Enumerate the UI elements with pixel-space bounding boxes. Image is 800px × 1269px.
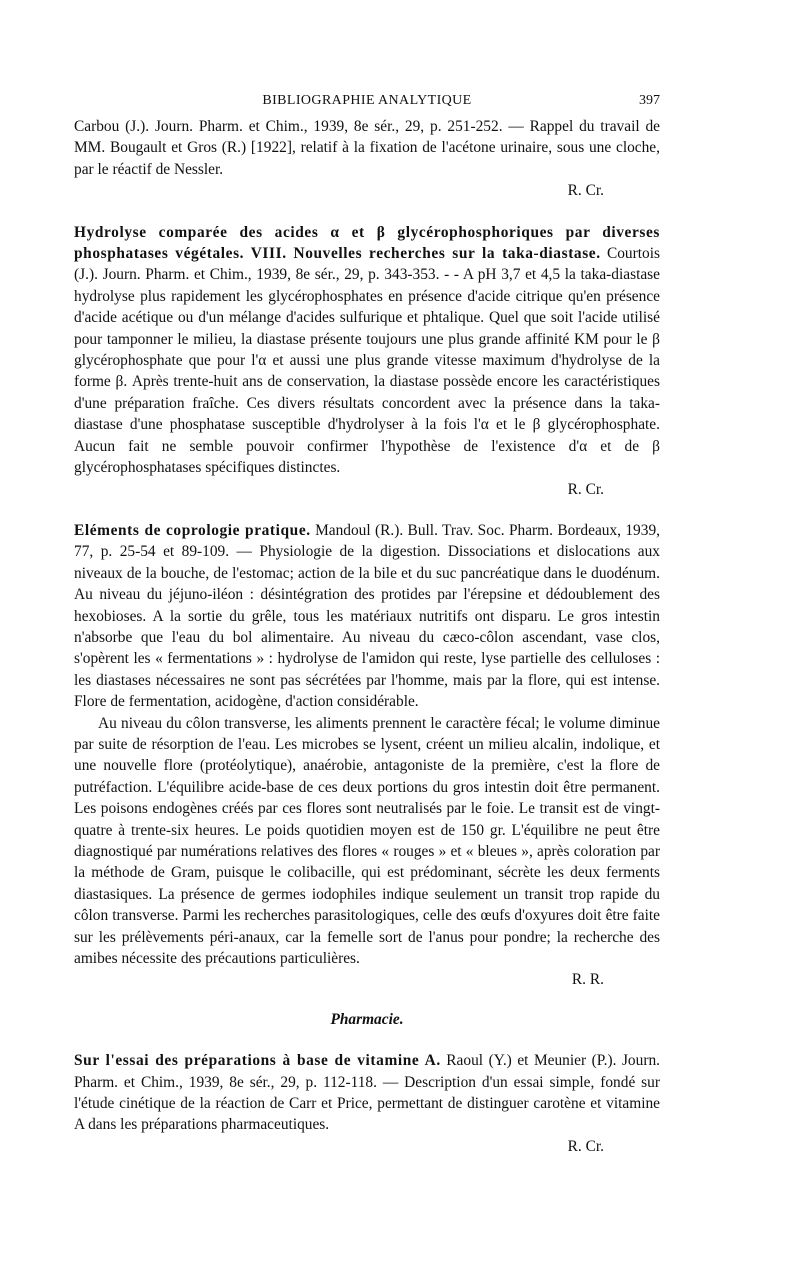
document-page: [74, 90, 660, 1177]
entry-text: Raoul (Y.) et Meunier (P.). Journ. Pharm. et Chim., 1939, 8e sér., 29, p. 112-118. — Description d'un essai simple, fondé sur l'étude cinétique de la réaction de Carr et Price, permettant de distinguer carotène et vitamine A dans les préparations pharmaceutiques.: [74, 1052, 660, 1134]
running-head: BIBLIOGRAPHIE ANALYTIQUE: [262, 93, 472, 108]
entry-signature: R. Cr.: [567, 1137, 604, 1155]
entry-text-continued: Au niveau du côlon transverse, les aliments prennent le caractère fécal; le volume diminue par suite de résorption de l'eau. Les microbes se lysent, créent un milieu alcalin, indolique, et une nouvelle flore (protéolytique), anaérobie, antagoniste de la première, c'est la flore de putréfaction. L'équilibre acide-base de ces deux portions du gros intestin doit être permanent. Les poisons endogènes créés par ces flores sont neutralisés par le foie. Le transit est de vingt-quatre à trente-six heures. Le poids quotidien moyen est de 150 gr. L'équilibre ne peut être diagnostiqué par numérations relatives des flores « rouges » et « bleues », après coloration par la méthode de Gram, puisque le colibacille, qui est prédominant, sécrète les deux ferments diastasiques. La présence de germes iodophiles indique seulement un transit trop rapide du côlon transverse. Parmi les recherches parasitologiques, celle des œufs d'oxyures doit être faite sur les prélèvements péri-anaux, car la femelle sort de l'anus pour pondre; la recherche des amibes nécessite des précautions particulières.: [74, 714, 660, 968]
entry-coprologie: [74, 520, 660, 991]
entry-signature: R. Cr.: [567, 480, 604, 498]
page-number: 397: [639, 93, 660, 108]
entry-vitamine-a: [74, 1050, 660, 1157]
entry-title: Sur l'essai des préparations à base de vitamine A.: [74, 1052, 441, 1070]
entry-title: Hydrolyse comparée des acides α et β glycérophosphoriques par diverses phosphatases végétales. VIII. Nouvelles recherches sur la taka-diastase.: [74, 223, 660, 263]
entry-text: Carbou (J.). Journ. Pharm. et Chim., 1939, 8e sér., 29, p. 251-252. — Rappel du travail de MM. Bougault et Gros (R.) [1922], relatif à la fixation de l'acétone urinaire, sous une cloche, par le réactif de Nessler.: [74, 118, 660, 178]
entry-signature: R. R.: [571, 971, 604, 989]
entry-title: Eléments de coprologie pratique.: [74, 521, 311, 539]
entry-carbou: [74, 116, 660, 202]
entry-signature: R. Cr.: [567, 182, 604, 200]
section-heading-pharmacie: Pharmacie.: [330, 1010, 404, 1028]
entry-text: Mandoul (R.). Bull. Trav. Soc. Pharm. Bordeaux, 1939, 77, p. 25-54 et 89-109. — Physiologie de la digestion. Dissociations et dislocations aux niveaux de la bouche, de l'estomac; action de la bile et du suc pancréatique dans le duodénum. Au niveau du jéjuno-iléon : désintégration des protides par l'érepsine et dédoublement des hexobioses. A la sortie du grêle, tous les matériaux nutritifs ont disparu. Le gros intestin n'absorbe que l'eau du bol alimentaire. Au niveau du cæco-côlon ascendant, vase clos, s'opèrent les « fermentations » : hydrolyse de l'amidon qui reste, lyse partielle des celluloses : les diastases nécessaires ne sont pas sécrétées par l'homme, mais par la flore, qui est intense. Flore de fermentation, acidogène, d'action considérable.: [74, 521, 660, 711]
entry-hydrolyse: [74, 222, 660, 500]
entry-text: Courtois (J.). Journ. Pharm. et Chim., 1939, 8e sér., 29, p. 343-353. - - A pH 3,7 et 4,5 la taka-diastase hydrolyse plus rapidement les glycérophosphates en présence d'acide citrique qu'en présence d'acide acétique ou d'un mélange d'acides sulfurique et phtalique. Quel que soit l'acide utilisé pour tamponner le milieu, la diastase présente toujours une plus grande affinité KM pour le β glycérophosphate que pour l'α et aussi une plus grande vitesse maximum d'hydrolyse de la forme β. Après trente-huit ans de conservation, la diastase possède encore les caractéristiques d'une préparation fraîche. Ces divers résultats concordent avec la présence dans la taka-diastase d'une phosphatase susceptible d'hydrolyser à la fois l'α et le β glycérophosphate. Aucun fait ne semble pouvoir confirmer l'hypothèse de l'existence d'α et de β glycérophosphatases spécifiques distinctes.: [74, 245, 660, 477]
page-header: [74, 90, 660, 114]
